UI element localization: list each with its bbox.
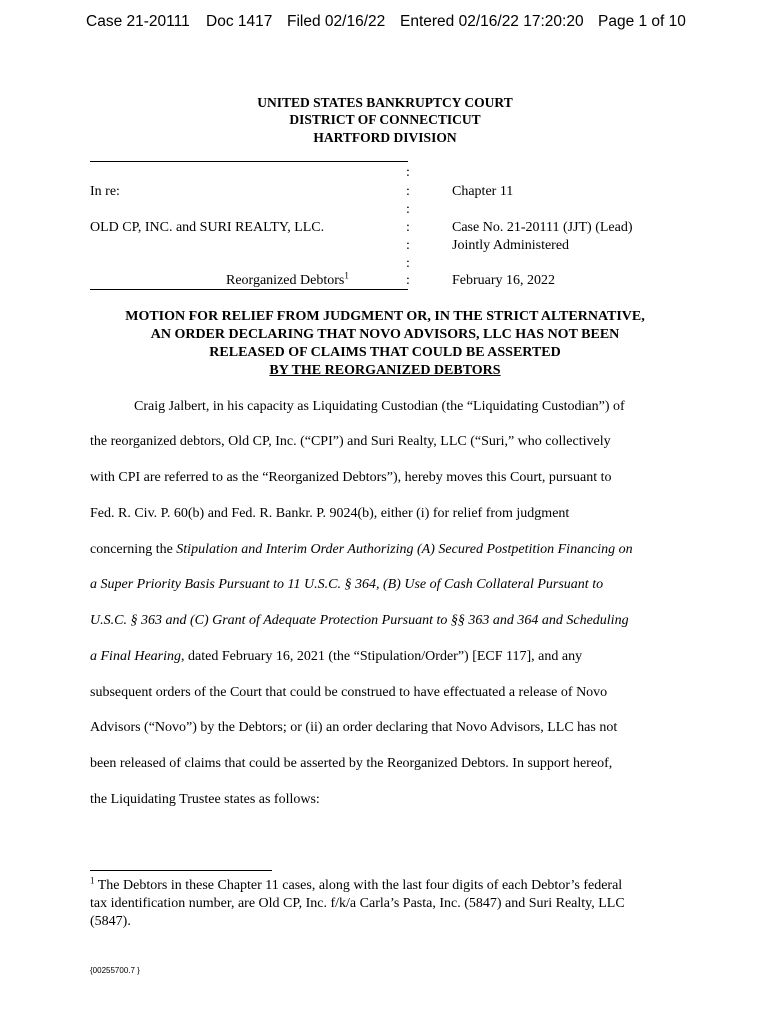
body-line: Fed. R. Civ. P. 60(b) and Fed. R. Bankr. P. 9024(b), either (i) for relief from judgment: [90, 506, 570, 521]
header-page-number: Page 1 of 10: [598, 13, 686, 30]
footnote-line: (5847).: [90, 914, 131, 929]
body-line: the reorganized debtors, Old CP, Inc. (“CPI”) and Suri Realty, LLC (“Suri,” who collectively: [90, 434, 611, 449]
footnote-line: $^1$ The Debtors in these Chapter 11 cases, along with the last four digits of each Debtor’s federal: [90, 875, 623, 893]
caption-colon: :: [406, 273, 410, 288]
motion-title-line: MOTION FOR RELIEF FROM JUDGMENT OR, IN THE STRICT ALTERNATIVE,: [125, 309, 645, 324]
caption-reorganized-debtors: Reorganized Debtors$^1$: [226, 270, 349, 288]
footnote-line: tax identification number, are Old CP, Inc. f/k/a Carla’s Pasta, Inc. (5847) and Suri Realty, LLC: [90, 896, 625, 911]
caption-colon: :: [406, 220, 410, 235]
court-division: HARTFORD DIVISION: [313, 130, 457, 145]
header-filed-date: Filed 02/16/22: [287, 13, 386, 30]
body-line: Craig Jalbert, in his capacity as Liquidating Custodian (the “Liquidating Custodian”) of: [134, 399, 625, 414]
body-line: a Final Hearing, dated February 16, 2021 (the “Stipulation/Order”) [ECF 117], and any: [90, 649, 583, 664]
body-line: the Liquidating Trustee states as follows:: [90, 792, 320, 807]
body-line: a Super Priority Basis Pursuant to 11 U.S.C. § 364, (B) Use of Cash Collateral Pursuant to: [90, 577, 604, 592]
header-entered-date: Entered 02/16/22 17:20:20: [400, 13, 584, 30]
caption-colon: :: [406, 165, 410, 180]
caption-case-no: Case No. 21-20111 (JJT) (Lead): [452, 220, 633, 235]
header-case-number: Case 21-20111: [86, 13, 190, 30]
caption-debtors: OLD CP, INC. and SURI REALTY, LLC.: [90, 220, 325, 235]
caption-top-rule: [90, 161, 408, 162]
motion-title-line: AN ORDER DECLARING THAT NOVO ADVISORS, LLC HAS NOT BEEN: [150, 327, 620, 342]
caption-colon: :: [406, 184, 410, 199]
body-line: subsequent orders of the Court that could be construed to have effectuated a release of Novo: [90, 685, 608, 700]
motion-title-line: RELEASED OF CLAIMS THAT COULD BE ASSERTED: [209, 345, 561, 360]
body-line: U.S.C. § 363 and (C) Grant of Adequate Protection Pursuant to §§ 363 and 364 and Scheduling: [90, 613, 629, 628]
header-doc-number: Doc 1417: [206, 13, 273, 30]
footnote-separator: [90, 870, 272, 871]
caption-date: February 16, 2022: [452, 273, 556, 288]
caption-chapter: Chapter 11: [452, 184, 514, 199]
court-name: UNITED STATES BANKRUPTCY COURT: [257, 95, 513, 110]
caption-jointly-administered: Jointly Administered: [452, 238, 570, 253]
stipulation-title: Stipulation and Interim Order Authorizing (A) Secured Postpetition Financing on: [176, 542, 633, 557]
caption-in-re: In re:: [90, 184, 120, 199]
body-line: been released of claims that could be asserted by the Reorganized Debtors. In support hereof,: [90, 756, 613, 771]
motion-title-line: BY THE REORGANIZED DEBTORS: [269, 363, 501, 378]
caption-bottom-rule: [90, 289, 408, 290]
court-district: DISTRICT OF CONNECTICUT: [289, 112, 481, 127]
body-line: concerning the Stipulation and Interim Order Authorizing (A) Secured Postpetition Financing on: [90, 542, 633, 557]
document-id: {00255700.7 }: [90, 966, 140, 975]
body-line: with CPI are referred to as the “Reorganized Debtors”), hereby moves this Court, pursuant to: [90, 470, 612, 485]
caption-colon: :: [406, 256, 410, 271]
footnote-ref: 1: [344, 270, 349, 281]
body-line: Advisors (“Novo”) by the Debtors; or (ii) an order declaring that Novo Advisors, LLC has not: [90, 720, 618, 735]
caption-colon: :: [406, 202, 410, 217]
footnote-number: 1: [90, 875, 95, 886]
caption-colon: :: [406, 238, 410, 253]
